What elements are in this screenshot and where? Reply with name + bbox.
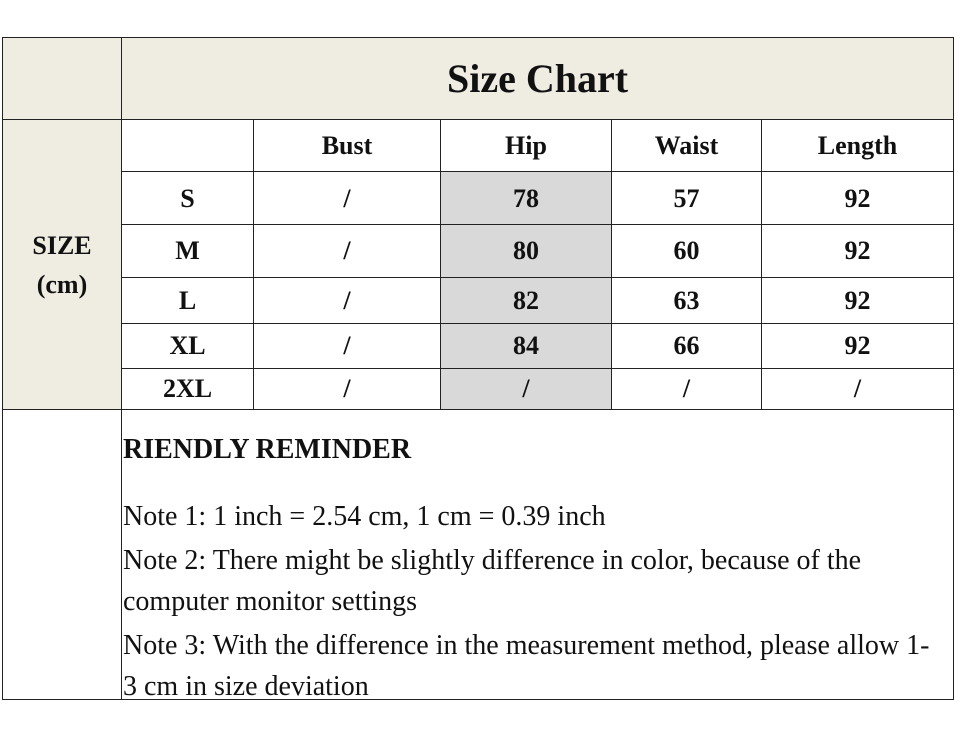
note-3: Note 3: With the difference in the measurement method, please allow 1-3 cm in size deviation <box>123 630 930 702</box>
reminder-heading: RIENDLY REMINDER <box>123 434 412 465</box>
row-waist: 66 <box>673 331 700 360</box>
row-size: M <box>175 236 200 265</box>
header-length: Length <box>817 131 898 160</box>
row-length: 92 <box>844 183 871 213</box>
note-1: Note 1: 1 inch = 2.54 cm, 1 cm = 0.39 inch <box>123 501 606 532</box>
row-size: S <box>180 183 195 213</box>
row-bust: / <box>343 236 351 265</box>
grid-line <box>121 224 953 225</box>
row-hip: / <box>522 374 530 403</box>
grid-line <box>3 119 953 120</box>
row-waist: / <box>682 374 691 403</box>
row-length: 92 <box>844 236 871 265</box>
row-size: L <box>178 285 197 315</box>
header-size <box>122 120 253 172</box>
row-length: / <box>853 374 862 403</box>
row-bust: / <box>343 285 351 315</box>
row-hip: 80 <box>513 236 539 265</box>
header-waist: Waist <box>654 131 719 160</box>
row-length: 92 <box>844 331 871 360</box>
chart-title: Size Chart <box>122 38 953 119</box>
grid-line <box>3 409 953 410</box>
row-size: 2XL <box>162 374 213 403</box>
grid-line <box>611 120 612 409</box>
row-bust: / <box>343 183 351 213</box>
grid-line <box>121 277 953 278</box>
grid-line <box>121 323 953 324</box>
grid-line <box>253 120 254 409</box>
row-bust: / <box>343 374 351 403</box>
header-hip: Hip <box>505 131 547 160</box>
row-size: XL <box>169 331 206 360</box>
row-length: 92 <box>844 285 871 315</box>
note-2: Note 2: There might be slightly difference in color, because of the computer monitor settings <box>123 545 862 617</box>
grid-line <box>440 120 441 409</box>
size-unit-label: SIZE (cm) <box>3 120 121 409</box>
grid-line <box>121 368 953 369</box>
grid-line <box>121 171 953 172</box>
row-hip: 84 <box>513 331 539 360</box>
corner-cell <box>3 38 121 119</box>
header-bust: Bust <box>321 131 373 160</box>
grid-line <box>761 120 762 409</box>
row-hip: 82 <box>513 285 539 315</box>
row-hip: 78 <box>513 183 539 213</box>
row-waist: 63 <box>673 285 700 315</box>
row-waist: 60 <box>673 236 700 265</box>
reminder-notes <box>123 496 943 707</box>
row-waist: 57 <box>673 183 700 213</box>
row-bust: / <box>343 331 351 360</box>
